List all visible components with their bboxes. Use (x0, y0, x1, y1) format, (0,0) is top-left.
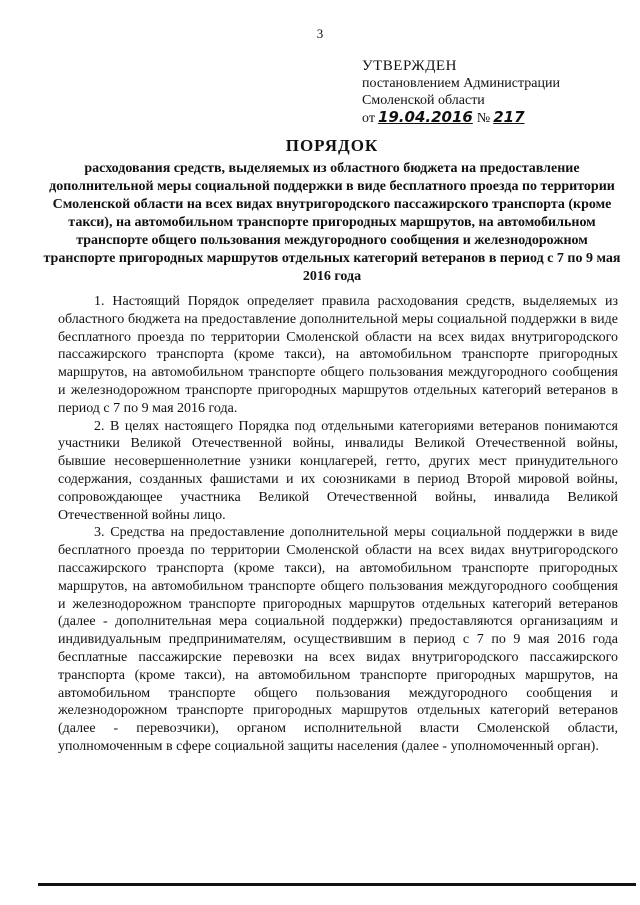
handwritten-number: 217 (493, 108, 525, 126)
approval-date-line (362, 109, 632, 127)
approval-stamp (362, 58, 632, 127)
page-bottom-rule (38, 883, 636, 886)
document-body (58, 293, 618, 756)
number-prefix: № (476, 111, 491, 126)
approval-line-1: постановлением Администрации (362, 76, 560, 91)
title-heading: ПОРЯДОК (285, 136, 379, 155)
approval-heading: УТВЕРЖДЕН (362, 58, 457, 74)
paragraph-2: 2. В целях настоящего Порядка под отдельными категориями ветеранов понимаются участники Великой Отечественной войны, инвалиды Великой Отечественной войны, бывшие несовершеннолетние узники концлагерей, гетто, других мест принудительного содержания, созданных фашистами и их союзниками в период Второй мировой войны, сопровождающее участника Великой Отечественной войны, инвалида Великой Отечественной войны лицо. (58, 418, 618, 523)
handwritten-date: 19.04.2016 (377, 108, 473, 126)
approval-line-2: Смоленской области (362, 93, 485, 108)
paragraph-1: 1. Настоящий Порядок определяет правила расходования средств, выделяемых из областного бюджета на предоставление дополнительной меры социальной поддержки в виде бесплатного проезда по территории Смоленской области на всех видах внутригородского пассажирского транспорта (кроме такси), на автомобильном транспорте пригородных маршрутов, на автомобильном транспорте общего пользования междугородного сообщения и железнодорожном транспорте пригородных маршрутов отдельных категорий ветеранов в период с 7 по 9 мая 2016 года. (58, 294, 618, 416)
document-title (42, 136, 622, 286)
date-prefix: от (362, 111, 375, 126)
paragraph-3: 3. Средства на предоставление дополнительной меры социальной поддержки в виде бесплатного проезда по территории Смоленской области на всех видах внутригородского пассажирского транспорта (кроме такси), на автомобильном транспорте пригородных маршрутов, на автомобильном транспорте общего пользования междугородного сообщения и железнодорожном транспорте пригородных маршрутов отдельных категорий ветеранов (далее - дополнительная мера социальной поддержки) предоставляются организациям и индивидуальным предпринимателям, осуществившим в период с 7 по 9 мая 2016 года бесплатные пассажирские перевозки на всех видах внутригородского пассажирского транспорта (кроме такси), на автомобильном транспорте пригородных маршрутов, на автомобильном транспорте общего пользования междугородного сообщения и железнодорожном транспорте пригородных маршрутов отдельных категорий ветеранов (далее - перевозчики), органом исполнительной власти Смоленской области, уполномоченным в сфере социальной защиты населения (далее - уполномоченный орган). (58, 525, 618, 754)
page-number: 3 (316, 26, 324, 41)
title-subtitle: расходования средств, выделяемых из областного бюджета на предоставление дополнительной меры социальной поддержки в виде бесплатного проезда по территории Смоленской области на всех видах внутригородского пассажирского транспорта (кроме такси), на автомобильном транспорте пригородных маршрутов, на автомобильном транспорте общего пользования междугородного сообщения и железнодорожном транспорте пригородных маршрутов отдельных категорий ветеранов в период с 7 по 9 мая 2016 года (43, 161, 621, 284)
